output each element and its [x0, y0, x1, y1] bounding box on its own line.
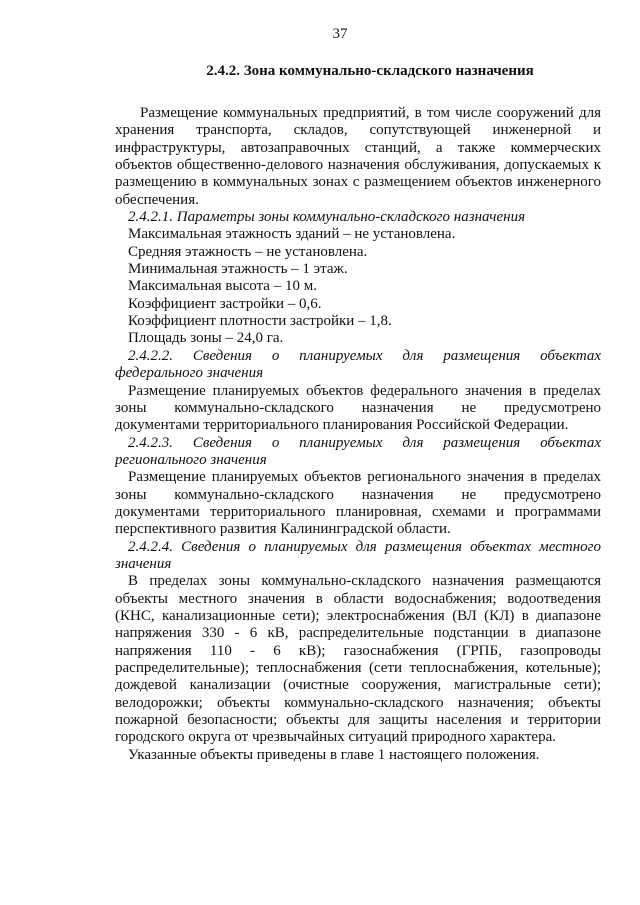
text-line: объектов общественно-делового назначения обслуживания, допускаемых к: [115, 157, 601, 174]
text-line: инфраструктуры, автозаправочных станций, а также коммерческих: [115, 139, 601, 156]
text-line: Размещение планируемых объектов федерального значения в пределах: [128, 382, 601, 399]
text-line: обеспечения.: [115, 191, 199, 208]
parameter-line: [115, 278, 601, 295]
text-line: документами территориального планировная, схемами и программами: [115, 503, 601, 520]
paragraph: [115, 573, 601, 746]
text-line: напряжения 330 - 6 кВ, распределительные подстанции в диапазоне: [115, 625, 601, 642]
text-line: документами территориального планирования Российской Федерации.: [115, 417, 569, 434]
subheading-line: 2.4.2.3. Сведения о планируемых для размещения объектах: [128, 434, 601, 451]
text-line: велодорожки; объекты коммунально-складского назначения; объекты: [115, 694, 601, 711]
text-line: зоны коммунально-складского назначения не предусмотрено: [115, 486, 601, 503]
text-line: распределительные); теплоснабжения (сети теплоснабжения, котельные);: [115, 660, 601, 676]
document-body: [115, 105, 601, 764]
parameter-line: [115, 244, 601, 261]
paragraph: [115, 105, 601, 209]
subheading-line: значения: [115, 555, 172, 572]
page-number: 37: [332, 26, 348, 42]
text-line: Средняя этажность – не установлена.: [128, 243, 368, 260]
subsection-heading: [115, 348, 601, 383]
subheading-line: 2.4.2.1. Параметры зоны коммунально-складского назначения: [128, 209, 526, 226]
parameter-line: [115, 261, 601, 278]
text-line: объекты местного значения в области водоснабжения; водоотведения: [115, 590, 601, 607]
subsection-heading: [115, 209, 601, 226]
paragraph: [115, 383, 601, 435]
subheading-line: федерального значения: [115, 365, 264, 382]
text-line: Максимальная высота – 10 м.: [128, 278, 317, 295]
text-line: городского округа от чрезвычайных ситуаций природного характера.: [115, 729, 556, 746]
paragraph: [115, 747, 601, 764]
subheading-line: регионального значения: [115, 451, 267, 468]
parameter-line: [115, 296, 601, 313]
text-line: перспективного развития Калининградской области.: [115, 521, 451, 538]
text-line: размещению в коммунальных зонах с размещением объектов инженерного: [115, 174, 601, 191]
subsection-heading: [115, 539, 601, 574]
text-line: зоны коммунально-складского назначения не предусмотрено: [115, 399, 601, 416]
parameter-line: [115, 226, 601, 243]
text-line: Минимальная этажность – 1 этаж.: [128, 261, 348, 278]
subheading-line: 2.4.2.2. Сведения о планируемых для размещения объектах: [128, 347, 601, 364]
subheading-line: 2.4.2.4. Сведения о планируемых для размещения объектах местного: [128, 538, 601, 555]
text-line: Максимальная этажность зданий – не установлена.: [128, 226, 456, 243]
subsection-heading: [115, 435, 601, 470]
text-line: дождевой канализации (очистные сооружения, магистральные сети);: [115, 677, 601, 694]
text-line: Размещение коммунальных предприятий, в том числе сооружений для: [140, 105, 601, 121]
text-line: хранения транспорта, складов, сопутствующей инженерной и: [115, 122, 601, 139]
text-line: Площадь зоны – 24,0 га.: [128, 330, 284, 347]
text-line: (КНС, канализационные сети); электроснабжения (ВЛ (КЛ) в диапазоне: [115, 607, 601, 624]
paragraph: [115, 469, 601, 538]
text-line: пожарной безопасности; объекты для защиты населения и территории: [115, 712, 601, 729]
text-line: Коэффициент плотности застройки – 1,8.: [128, 313, 392, 330]
text-line: Указанные объекты приведены в главе 1 настоящего положения.: [128, 746, 540, 763]
text-line: В пределах зоны коммунально-складского назначения размещаются: [128, 573, 601, 590]
text-line: напряжения 110 - 6 кВ); газоснабжения (ГРПБ, газопроводы: [115, 642, 601, 659]
parameter-line: [115, 313, 601, 330]
section-heading: 2.4.2. Зона коммунально-складского назначения: [206, 63, 534, 79]
parameter-line: [115, 330, 601, 347]
text-line: Коэффициент застройки – 0,6.: [128, 295, 322, 312]
text-line: Размещение планируемых объектов регионального значения в пределах: [128, 469, 601, 486]
